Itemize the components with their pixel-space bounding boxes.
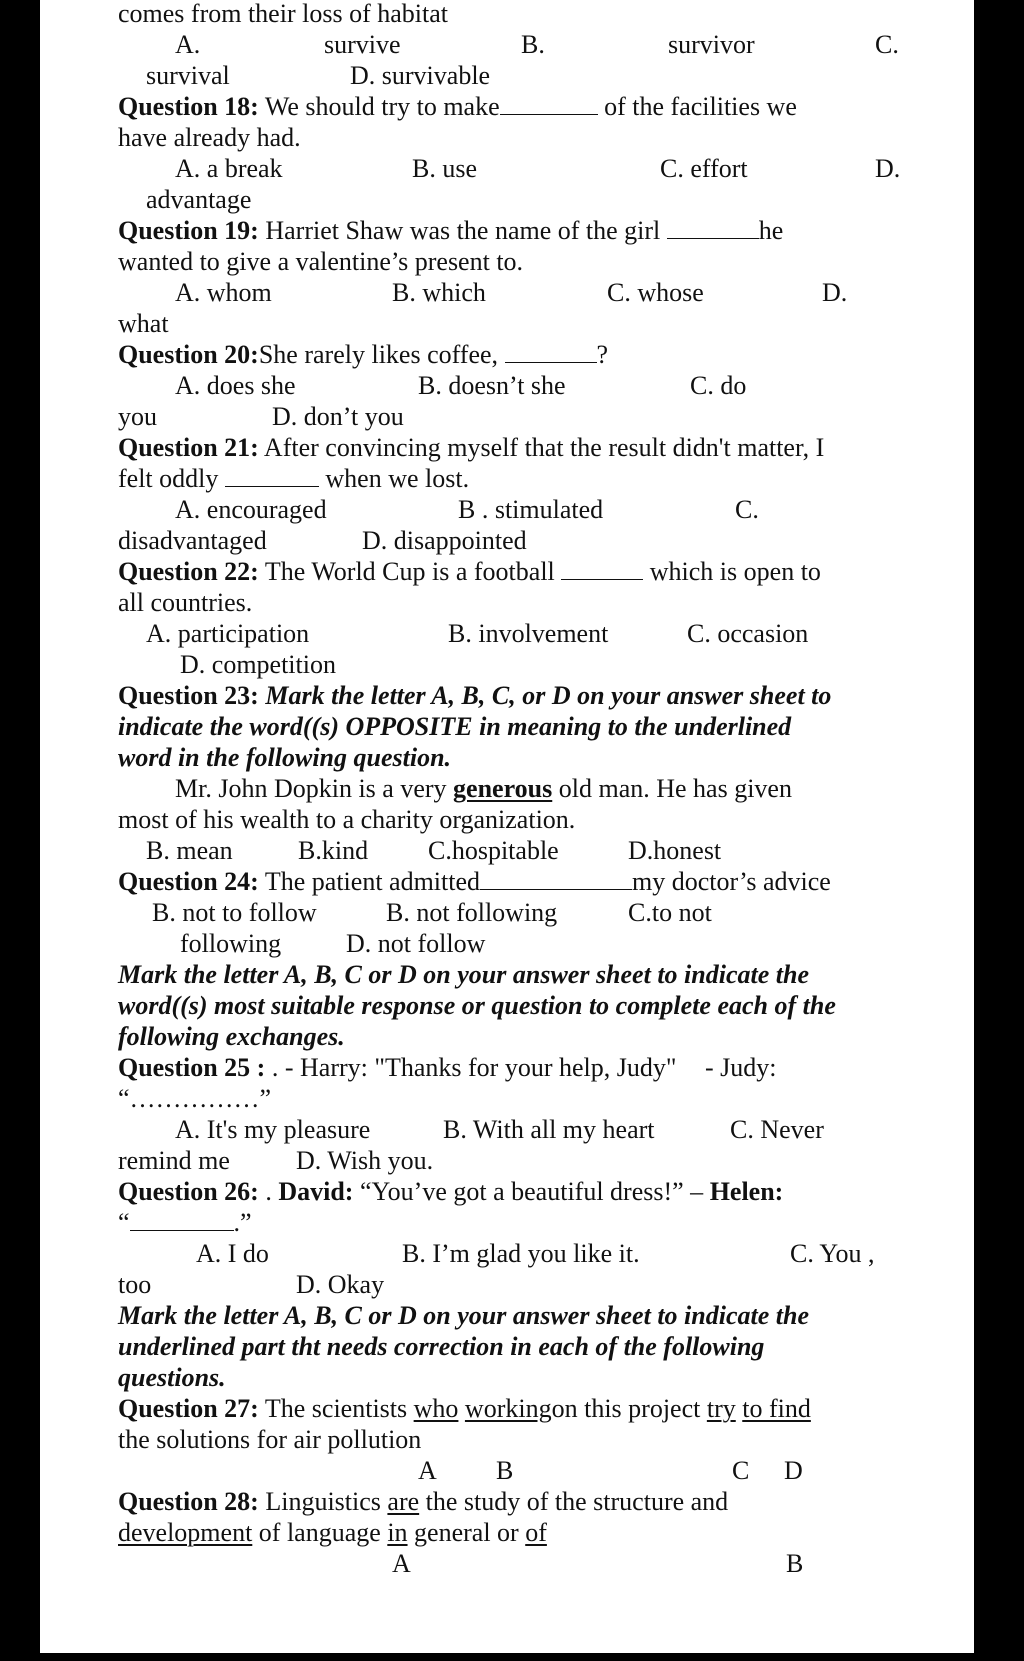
question-text: felt oddly: [118, 464, 219, 493]
question-27: [118, 1393, 811, 1425]
text-line: all countries.: [118, 588, 253, 617]
section-instruction: Mark the letter A, B, C or D on your answer sheet to indicate the: [118, 1301, 809, 1330]
option-c: C.: [735, 495, 759, 524]
question-text: of language: [258, 1518, 381, 1547]
underlined-part-b: working: [464, 1394, 552, 1423]
question-label: Question 27:: [118, 1394, 259, 1423]
question-label: Question 18:: [118, 92, 259, 121]
marker-d: D: [784, 1456, 803, 1485]
option-d: D. Wish you.: [296, 1146, 434, 1175]
question-label: Question 19:: [118, 216, 259, 245]
text-line: wanted to give a valentine’s present to.: [118, 247, 524, 276]
question-text: The World Cup is a football: [264, 557, 555, 586]
question-text: The patient admitted: [264, 867, 481, 896]
option-d: D.honest: [628, 836, 722, 865]
text-line: [118, 1517, 547, 1549]
option-c: C. whose: [607, 278, 704, 307]
question-label: Question 28:: [118, 1487, 259, 1516]
option-b: B.kind: [298, 836, 369, 865]
option-d: D. don’t you: [272, 402, 404, 431]
question-label: Question 21:: [118, 433, 259, 462]
question-text: the study of the structure and: [425, 1487, 729, 1516]
option-a: A. whom: [175, 278, 272, 307]
option-b: B. which: [392, 278, 486, 307]
option-c: C. do: [690, 371, 747, 400]
question-label: Question 22:: [118, 557, 259, 586]
option-b: B. use: [412, 154, 477, 183]
question-text: Harriet Shaw was the name of the girl: [265, 216, 661, 245]
question-21: [118, 432, 824, 464]
option-a-text: survive: [324, 30, 401, 59]
option-a: A. does she: [175, 371, 296, 400]
question-text: my doctor’s advice: [632, 867, 831, 896]
dialog-blank: “……………”: [118, 1084, 272, 1113]
question-label: Question 24:: [118, 867, 259, 896]
question-label: Question 25 :: [118, 1053, 266, 1082]
marker-c: C: [732, 1456, 750, 1485]
option-d: D. disappointed: [362, 526, 527, 555]
question-text: The scientists: [264, 1394, 408, 1423]
option-b: B. not following: [386, 898, 558, 927]
question-text: We should try to make: [264, 92, 500, 121]
option-a: A.: [175, 30, 201, 59]
answer-blank: [667, 216, 759, 239]
question-text: on this project: [551, 1394, 701, 1423]
question-text: which is open to: [649, 557, 821, 586]
speaker-name: Helen:: [709, 1177, 784, 1206]
underlined-part-a: who: [413, 1394, 459, 1423]
question-28: [118, 1486, 728, 1518]
option-c: C.: [875, 30, 899, 59]
question-text: She rarely likes coffee,: [258, 340, 499, 369]
question-text: . - Harry: "Thanks for your help, Judy": [271, 1053, 677, 1082]
answer-blank: [480, 867, 632, 890]
answer-blank: [505, 340, 597, 363]
option-b: B . stimulated: [458, 495, 604, 524]
underlined-part-c: try: [706, 1394, 736, 1423]
text-line: most of his wealth to a charity organization.: [118, 805, 576, 834]
instruction-text: indicate the word((s) OPPOSITE in meaning to the underlined: [118, 712, 792, 741]
option-d: D.: [822, 278, 848, 307]
option-b: B. I’m glad you like it.: [402, 1239, 640, 1268]
underlined-part-d: to find: [742, 1394, 811, 1423]
option-c-text: you: [118, 402, 157, 431]
underlined-part-c: in: [387, 1518, 408, 1547]
option-a: A. encouraged: [175, 495, 327, 524]
text-line: [118, 463, 469, 495]
section-instruction: following exchanges.: [118, 1022, 345, 1051]
option-c-text: remind me: [118, 1146, 230, 1175]
question-text: After convincing myself that the result didn't matter, I: [263, 433, 825, 462]
underlined-part-d: of: [525, 1518, 547, 1547]
option-a: A. a break: [175, 154, 283, 183]
section-instruction: underlined part tht needs correction in each of the following: [118, 1332, 765, 1361]
answer-blank: [500, 92, 598, 115]
option-c: C.hospitable: [428, 836, 559, 865]
underlined-part-b: development: [118, 1518, 253, 1547]
dialog-blank: [118, 1207, 252, 1239]
question-text: ?: [596, 340, 609, 369]
quote-mark: .”: [233, 1208, 252, 1237]
question-23: [118, 680, 831, 712]
option-c-text: disadvantaged: [118, 526, 267, 555]
quote-mark: “: [118, 1208, 130, 1237]
speaker-name: David:: [278, 1177, 354, 1206]
option-c: C.to not: [628, 898, 712, 927]
question-text: of the facilities we: [604, 92, 797, 121]
option-d: D. Okay: [296, 1270, 385, 1299]
question-label: Question 20:: [118, 340, 259, 369]
question-text: Linguistics: [265, 1487, 381, 1516]
answer-blank: [130, 1208, 234, 1231]
option-d: D. survivable: [350, 61, 491, 90]
option-c: C. effort: [660, 154, 748, 183]
option-b: B. With all my heart: [443, 1115, 655, 1144]
question-text: .: [265, 1177, 272, 1206]
option-a: A. It's my pleasure: [175, 1115, 371, 1144]
question-25: [118, 1052, 776, 1084]
marker-a: A: [392, 1549, 411, 1578]
option-c-text: following: [180, 929, 282, 958]
question-22: [118, 556, 821, 588]
underlined-part-a: are: [387, 1487, 420, 1516]
option-c-text: too: [118, 1270, 152, 1299]
option-d-text: what: [118, 309, 169, 338]
option-b-text: survivor: [668, 30, 755, 59]
question-20: [118, 339, 608, 371]
sentence-text: old man. He has given: [558, 774, 792, 803]
option-c: C. Never: [730, 1115, 824, 1144]
underlined-word: generous: [453, 774, 553, 803]
question-26: [118, 1176, 783, 1208]
text-line: have already had.: [118, 123, 301, 152]
question-label: Question 23:: [118, 681, 259, 710]
option-d: D. not follow: [346, 929, 486, 958]
option-b: B. involvement: [448, 619, 609, 648]
question-text: when we lost.: [325, 464, 470, 493]
option-d: D. competition: [180, 650, 336, 679]
option-c-text: survival: [146, 61, 230, 90]
option-b: B.: [521, 30, 545, 59]
option-a: B. not to follow: [152, 898, 317, 927]
question-24: [118, 866, 831, 898]
option-c: C. You ,: [790, 1239, 875, 1268]
question-text: he: [758, 216, 784, 245]
sentence-line: [175, 773, 792, 805]
question-text: - Judy:: [704, 1053, 777, 1082]
option-a: A. participation: [146, 619, 310, 648]
text-line: the solutions for air pollution: [118, 1425, 422, 1454]
question-18: [118, 91, 797, 123]
question-text: general or: [414, 1518, 519, 1547]
answer-blank: [225, 464, 319, 487]
section-instruction: word((s) most suitable response or question to complete each of the: [118, 991, 836, 1020]
answer-blank: [561, 557, 643, 580]
question-text: “You’ve got a beautiful dress!” –: [359, 1177, 704, 1206]
option-a: B. mean: [146, 836, 233, 865]
sentence-text: Mr. John Dopkin is a very: [175, 774, 447, 803]
marker-b: B: [786, 1549, 804, 1578]
question-label: Question 26:: [118, 1177, 259, 1206]
option-d: D.: [875, 154, 901, 183]
instruction-text: Mark the letter A, B, C, or D on your answer sheet to: [265, 681, 832, 710]
text-line: comes from their loss of habitat: [118, 0, 448, 28]
marker-a: A: [418, 1456, 437, 1485]
marker-b: B: [496, 1456, 514, 1485]
worksheet-page: [40, 0, 974, 1653]
option-d-text: advantage: [146, 185, 252, 214]
section-instruction: questions.: [118, 1363, 226, 1392]
option-a: A. I do: [196, 1239, 269, 1268]
question-19: [118, 215, 783, 247]
section-instruction: Mark the letter A, B, C or D on your answer sheet to indicate the: [118, 960, 809, 989]
instruction-text: word in the following question.: [118, 743, 452, 772]
option-b: B. doesn’t she: [418, 371, 566, 400]
option-c: C. occasion: [687, 619, 809, 648]
